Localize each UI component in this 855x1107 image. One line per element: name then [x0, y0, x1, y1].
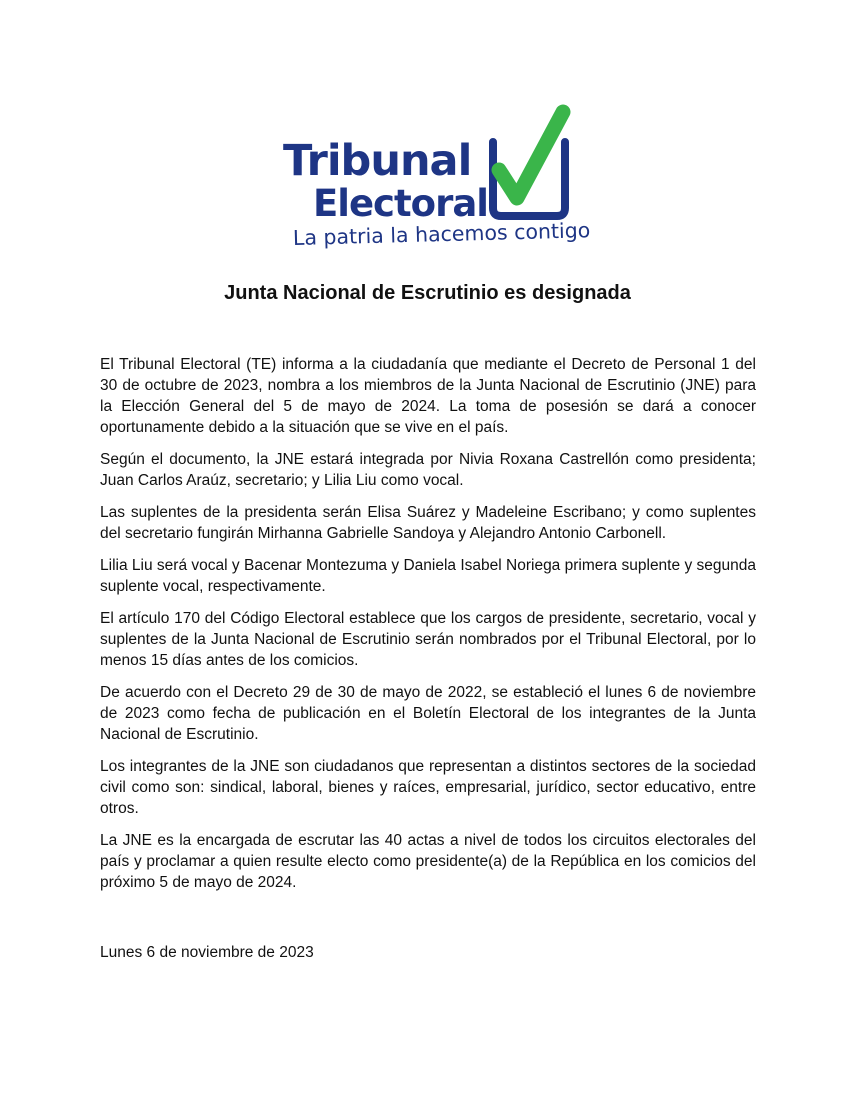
body-paragraph-2: Según el documento, la JNE estará integrada por Nivia Roxana Castrellón como presidenta; Juan Carlos Araúz, secretario; y Lilia Liu como vocal. [100, 451, 756, 489]
body-paragraph-6: De acuerdo con el Decreto 29 de 30 de mayo de 2022, se estableció el lunes 6 de noviembre de 2023 como fecha de publicación en el Boletín Electoral de los integrantes de la Junta Nacional de Escrutinio. [100, 684, 756, 743]
checkmark-shape [499, 112, 563, 198]
body-paragraph-8: La JNE es la encargada de escrutar las 40 actas a nivel de todos los circuitos electorales del país y proclamar a quien resulte electo como presidente(a) de la República en los comicios del próximo 5 de mayo de 2024. [100, 832, 756, 891]
body-paragraph-3: Las suplentes de la presidenta serán Elisa Suárez y Madeleine Escribano; y como suplentes del secretario fungirán Mirhanna Gabrielle Sandoya y Alejandro Antonio Carbonell. [100, 504, 756, 542]
body-paragraph-1: El Tribunal Electoral (TE) informa a la ciudadanía que mediante el Decreto de Personal 1 del 30 de octubre de 2023, nombra a los miembros de la Junta Nacional de Escrutinio (JNE) para la Elección General del 5 de mayo de 2024. La toma de posesión se dará a conocer oportunamente debido a la situación que se vive en el país. [100, 356, 756, 436]
body-paragraph-5: El artículo 170 del Código Electoral establece que los cargos de presidente, secretario, vocal y suplentes de la Junta Nacional de Escrutinio serán nombrados por el Tribunal Electoral, por lo menos 15 días antes de los comicios. [100, 610, 756, 669]
logo-word-tribunal: Tribunal [283, 136, 472, 186]
ballot-checkmark-icon [483, 104, 579, 222]
logo-tagline: La patria la hacemos contigo [292, 218, 591, 250]
document-title: Junta Nacional de Escrutinio es designada [224, 282, 631, 304]
tribunal-electoral-logo [280, 104, 591, 264]
logo-word-electoral: Electoral [313, 182, 488, 225]
body-paragraph-4: Lilia Liu será vocal y Bacenar Montezuma y Daniela Isabel Noriega primera suplente y segunda suplente vocal, respectivamente. [100, 557, 756, 595]
document-date: Lunes 6 de noviembre de 2023 [100, 944, 314, 961]
document-body [100, 354, 756, 904]
body-paragraph-7: Los integrantes de la JNE son ciudadanos que representan a distintos sectores de la sociedad civil como son: sindical, laboral, bienes y raíces, empresarial, jurídico, sector educativo, entre otros. [100, 758, 756, 817]
